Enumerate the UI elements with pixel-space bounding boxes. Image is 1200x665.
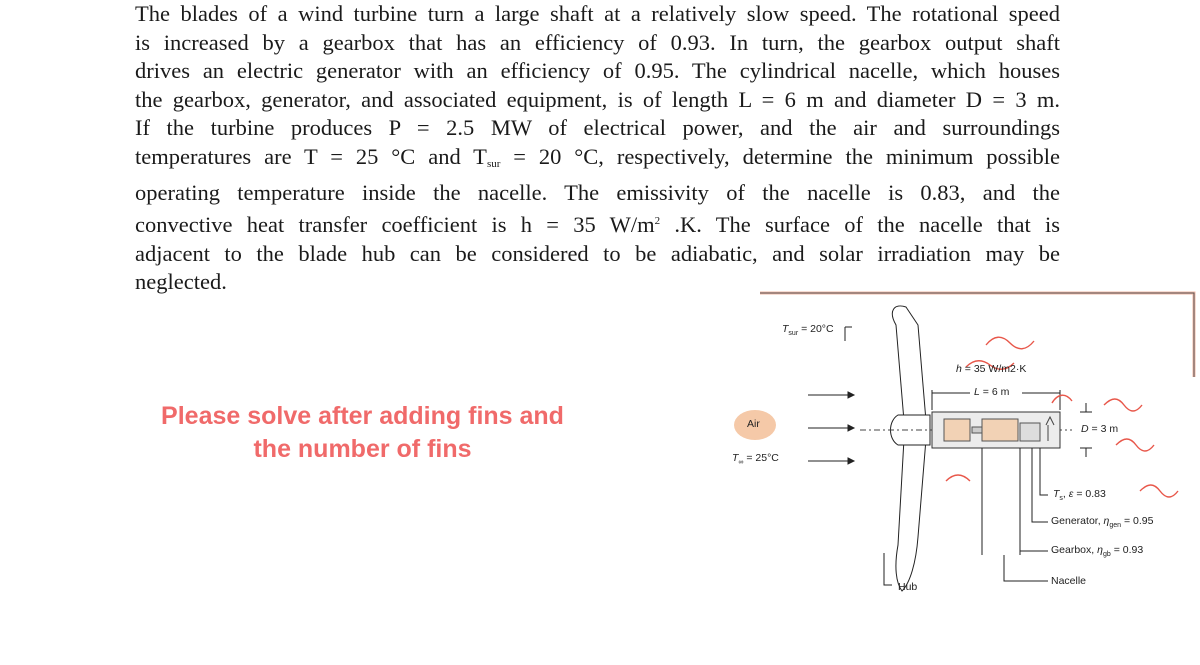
problem-line: adjacent to the blade hub can be considered to be adiabatic, and solar irradiation may be bbox=[135, 240, 1060, 266]
problem-line: operating temperature inside the nacelle. The emissivity of the nacelle is 0.83, and the bbox=[135, 179, 1060, 205]
gearbox-label: Gearbox, $\eta_{gb} = 0.93$ bbox=[1051, 544, 1144, 559]
problem-line bbox=[135, 143, 1060, 179]
tinf-value: = 25°C bbox=[746, 452, 779, 464]
upper-blade bbox=[892, 306, 926, 421]
emissivity-label: $T_s$, ε = 0.83 bbox=[1053, 488, 1106, 503]
superscript-2: 2 bbox=[654, 215, 661, 228]
emissivity-value: = 0.83 bbox=[1076, 488, 1106, 500]
tsur-subscript: sur bbox=[788, 330, 799, 338]
d-value: = 3 m bbox=[1091, 423, 1119, 435]
problem-statement bbox=[135, 0, 1060, 297]
h-label: h = 35 W/m2·K bbox=[956, 363, 1027, 375]
problem-line: If the turbine produces P = 2.5 MW of electrical power, and the air and surroundings bbox=[135, 115, 1060, 141]
problem-line: drives an electric generator with an efficiency of 0.95. The cylindrical nacelle, which houses bbox=[135, 58, 1060, 84]
note-line: the number of fins bbox=[253, 435, 472, 463]
tinf-label: $T_\infty = 25^\circ C$ bbox=[732, 452, 779, 467]
nacelle-label: Nacelle bbox=[1051, 575, 1087, 587]
hub-label: Hub bbox=[898, 581, 918, 593]
generator-text: Generator, bbox=[1051, 515, 1101, 527]
problem-text: convective heat transfer coefficient is h = 35 W/m bbox=[135, 212, 655, 238]
gearbox-eff-value: = 0.93 bbox=[1113, 544, 1144, 556]
gearbox-text: Gearbox, bbox=[1051, 544, 1095, 556]
wind-turbine-figure bbox=[720, 285, 1200, 615]
d-label: D = 3 m bbox=[1081, 423, 1119, 435]
gearbox-box bbox=[944, 419, 970, 441]
subscript-sur: sur bbox=[486, 157, 501, 170]
problem-line: The blades of a wind turbine turn a large shaft at a relatively slow speed. The rotational speed bbox=[135, 1, 1060, 26]
tsur-label: $T_{sur} = 20^\circ C$ bbox=[782, 323, 834, 338]
problem-line bbox=[135, 207, 1060, 240]
tsur-value: = 20°C bbox=[801, 323, 834, 335]
h-value: = 35 W/m2·K bbox=[964, 363, 1027, 375]
problem-line: neglected. bbox=[135, 269, 227, 295]
hub bbox=[891, 415, 931, 445]
l-label: L = 6 m bbox=[974, 386, 1010, 398]
generator-eff-value: = 0.95 bbox=[1124, 515, 1154, 527]
generator-label: Generator, $\eta_{gen} = 0.95$ bbox=[1051, 515, 1154, 530]
generator-box bbox=[982, 419, 1018, 441]
air-label: Air bbox=[747, 418, 760, 430]
problem-text: = 20 °C, respectively, determine the minimum possible bbox=[500, 143, 1060, 169]
problem-line: the gearbox, generator, and associated equipment, is of length L = 6 m and diameter D = 3 m. bbox=[135, 86, 1060, 112]
l-value: = 6 m bbox=[982, 386, 1010, 398]
problem-line: is increased by a gearbox that has an efficiency of 0.93. In turn, the gearbox output shaft bbox=[135, 29, 1060, 55]
flow-arrows bbox=[808, 392, 854, 464]
lower-blade bbox=[896, 439, 926, 591]
problem-text: temperatures are T = 25 °C and T bbox=[135, 143, 487, 169]
problem-text: .K. The surface of the nacelle that is bbox=[660, 212, 1060, 238]
note-line: Please solve after adding fins and bbox=[161, 402, 564, 430]
request-note bbox=[140, 400, 585, 466]
